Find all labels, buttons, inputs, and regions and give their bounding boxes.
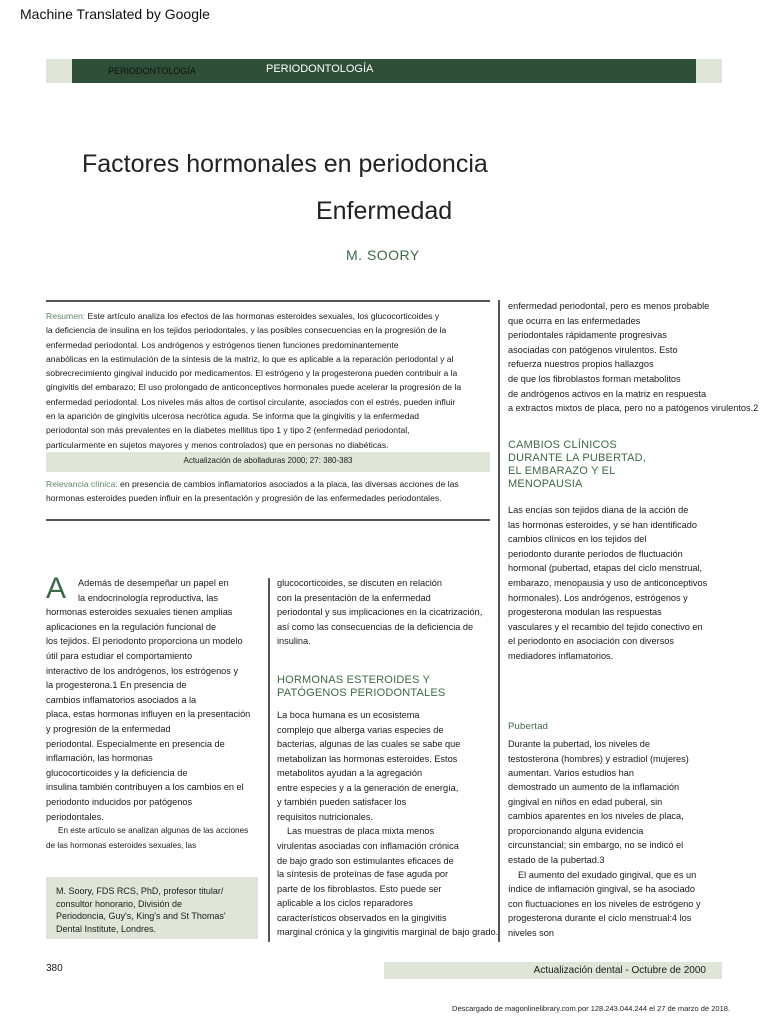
- abstract-line: enfermedad periodontal. Los andrógenos y estrógenos tienen funciones predominantemente: [46, 339, 399, 350]
- body-line: y también pueden satisfacer los: [277, 797, 407, 808]
- abstract-line: Este artículo analiza los efectos de las hormonas esteroides sexuales, los glucocorticoides y: [85, 311, 440, 321]
- section-heading-steroid-hormones: [277, 674, 445, 700]
- affiliation-line: Periodoncia, Guy's, King's and St Thomas': [56, 911, 226, 921]
- body-line: vasculares y el recambio del tejido conectivo en: [508, 621, 703, 632]
- body-line: marginal crónica y la gingivitis marginal de bajo grado.: [277, 927, 499, 938]
- body-line: los tejidos. El periodonto proporciona un modelo: [46, 636, 243, 647]
- body-line: glucocorticoides y la deficiencia de: [46, 767, 188, 778]
- body-line: mediadores inflamatorios.: [508, 650, 614, 661]
- body-line: la progesterona.1 En presencia de: [46, 680, 187, 691]
- body-line: progesterona durante el ciclo menstrual:4 los: [508, 913, 692, 923]
- body-line: el periodonto en asociación con diversos: [508, 636, 674, 647]
- abstract-label: Resumen:: [46, 311, 86, 321]
- column-rule-1: [268, 578, 270, 942]
- body-line: circunstancial; sin embargo, no se indicó el: [508, 840, 684, 851]
- body-line: Las muestras de placa mixta menos: [287, 826, 435, 837]
- body-line: hormonales). Los andrógenos, estrógenos y: [508, 592, 688, 603]
- clinical-relevance: [46, 477, 459, 506]
- body-line: periodontal. Especialmente en presencia de: [46, 738, 225, 749]
- body-line: cambios inflamatorios asociados a la: [46, 694, 197, 705]
- body-line: índice de inflamación gingival, se ha asociado: [508, 884, 695, 895]
- body-line: aplicaciones en la regulación funcional de: [46, 621, 217, 632]
- body-line: gingival en niños en edad puberal, sin: [508, 796, 663, 807]
- column-2-text-b: [277, 766, 459, 868]
- column-1-text: [46, 572, 251, 853]
- body-line: entre especies y a la generación de energía,: [277, 782, 459, 793]
- column-2-text-top: [277, 576, 482, 649]
- body-line: estado de la pubertad.3: [508, 854, 605, 865]
- abstract-line: en la aparición de gingivitis ulcerosa necrótica aguda. Se informa que la gingivitis y la enfermedad: [46, 411, 420, 422]
- body-line: así como las consecuencias de la deficiencia de: [277, 621, 474, 632]
- header-left-label: PERIODONTOLOGÍA: [108, 66, 196, 76]
- body-line: hormonal (pubertad, etapas del ciclo menstrual,: [508, 563, 703, 574]
- body-line: periodontal y sus implicaciones en la cicatrización,: [277, 607, 483, 618]
- page-number: 380: [46, 963, 63, 974]
- affiliation-line: Dental Institute, Londres.: [56, 923, 157, 934]
- body-line: de las hormonas esteroides sexuales, las: [46, 840, 197, 850]
- body-line: aumentan. Varios estudios han: [508, 768, 634, 779]
- body-line: testosterona (hombres) y estradiol (mujeres): [508, 753, 689, 764]
- body-line: y progresión de la enfermedad: [46, 723, 171, 734]
- body-line: embarazo, menopausia y uso de anticonceptivos: [508, 577, 708, 588]
- abstract-line: particularmente en sujetos mayores y menos controlados) que en personas no diabéticas.: [46, 439, 389, 450]
- body-line: proporcionando alguna evidencia: [508, 825, 644, 836]
- body-line: que ocurra en las enfermedades: [508, 315, 641, 326]
- body-line: Además de desempeñar un papel en: [78, 578, 229, 588]
- column-3-text-b: [508, 780, 701, 911]
- column-3-text-a: [508, 737, 689, 781]
- machine-translated-watermark: Machine Translated by Google: [20, 6, 210, 22]
- article-title-line-2: Enfermedad: [316, 197, 453, 225]
- affiliation-line: consultor honorario, División de: [56, 898, 183, 909]
- abstract-bottom-rule: [46, 519, 490, 521]
- body-line: demostrado un aumento de la inflamación: [508, 782, 680, 792]
- body-line: útil para estudiar el comportamiento: [46, 650, 193, 661]
- abstract-line: gingivitis del embarazo; El uso prolongado de anticonceptivos hormonales puede acelerar la progresión de la: [46, 382, 462, 393]
- body-line: refuerza nuestros propios hallazgos: [508, 359, 654, 370]
- relevance-label: Relevancia clínica:: [46, 479, 118, 489]
- column-3-text-mid: [508, 503, 707, 664]
- abstract: [46, 309, 461, 452]
- heading-line: HORMONAS ESTEROIDES Y: [277, 674, 431, 686]
- body-line: de que los fibroblastos forman metabolitos: [508, 373, 681, 384]
- header-center-label: PERIODONTOLOGÍA: [266, 63, 374, 75]
- body-line: glucocorticoides, se discuten en relación: [277, 578, 442, 588]
- body-line: aplicable a los ciclos reparadores: [277, 898, 413, 909]
- relevance-line: en presencia de cambios inflamatorios asociados a la placa, las diversas acciones de las: [117, 479, 459, 489]
- download-notice: Descargado de magonlinelibrary.com por 128.243.044.244 el 27 de marzo de 2018.: [452, 1004, 730, 1013]
- body-line: de bajo grado son estimulantes eficaces de: [277, 855, 454, 866]
- body-line: con la presentación de la enfermedad: [277, 592, 431, 603]
- body-line: de andrógenos activos en la matriz en respuesta: [508, 388, 707, 399]
- abstract-line: periodontal son más prevalentes en la diabetes mellitus tipo 1 y tipo 2 (enfermedad periodontal,: [46, 425, 410, 436]
- affiliation-line: M. Soory, FDS RCS, PhD, profesor titular/: [56, 886, 224, 896]
- heading-line: DURANTE LA PUBERTAD,: [508, 452, 647, 464]
- body-line: insulina.: [277, 636, 311, 647]
- body-line: periodontales rápidamente progresivas: [508, 330, 667, 341]
- body-line: periodontales.: [46, 811, 104, 822]
- column-3-text-c: [508, 911, 691, 940]
- body-line: hormonas esteroides sexuales tienen amplias: [46, 607, 233, 618]
- body-line: con fluctuaciones en los niveles de estrógeno y: [508, 898, 701, 909]
- body-line: la endocrinología reproductiva, las: [78, 592, 218, 603]
- body-line: En este artículo se analizan algunas de las acciones: [58, 826, 249, 836]
- body-line: Las encías son tejidos diana de la acción de: [508, 505, 689, 515]
- body-line: virulentas asociadas con inflamación crónica: [277, 840, 459, 851]
- body-line: periodonto inducidos por patógenos: [46, 796, 193, 807]
- column-rule-2: [498, 300, 500, 942]
- body-line: El aumento del exudado gingival, que es un: [518, 869, 697, 880]
- drop-cap: A: [46, 572, 67, 605]
- body-line: bacterias, algunas de las cuales se sabe que: [277, 739, 461, 750]
- citation-text: Actualización de abolladuras 2000; 27: 380-383: [183, 456, 353, 465]
- abstract-line: la deficiencia de insulina en los tejidos periodontales, y las posibles consecuencias en la progresión de la: [46, 325, 447, 336]
- heading-line: PATÓGENOS PERIODONTALES: [277, 687, 446, 699]
- body-line: niveles son: [508, 927, 554, 938]
- body-line: Durante la pubertad, los niveles de: [508, 739, 650, 749]
- body-line: complejo que alberga varias especies de: [277, 724, 444, 735]
- subheading-pubertad: Pubertad: [508, 721, 549, 732]
- body-line: característicos observados en la gingivitis: [277, 912, 447, 923]
- body-line: periodonto durante períodos de fluctuación: [508, 548, 683, 559]
- section-heading-clinical-changes: [508, 439, 646, 491]
- body-line: cambios clínicos en los tejidos del: [508, 534, 647, 545]
- journal-footer: Actualización dental - Octubre de 2000: [533, 965, 706, 976]
- body-line: placa, estas hormonas influyen en la presentación: [46, 709, 251, 720]
- heading-line: EL EMBARAZO Y EL: [508, 465, 616, 477]
- abstract-line: anabólicas en la estimulación de la síntesis de la matriz, lo que es aplicable a la reparación periodontal y al: [46, 353, 454, 364]
- body-line: inflamación, las hormonas: [46, 753, 153, 764]
- column-2-text-c: [277, 867, 498, 940]
- body-line: progesterona modulan las respuestas: [508, 607, 662, 618]
- heading-line: CAMBIOS CLÍNICOS: [508, 439, 617, 451]
- body-line: metabolitos ayudan a la agregación: [277, 768, 423, 778]
- abstract-line: enfermedad periodontal. Los niveles más altos de cortisol circulante, asociados con el estrés, pueden influir: [46, 396, 456, 407]
- body-line: metabolizan las hormonas esteroides. Estos: [277, 753, 458, 764]
- heading-line: MENOPAUSIA: [508, 478, 583, 490]
- body-line: requisitos nutricionales.: [277, 811, 374, 822]
- abstract-top-rule: [46, 300, 490, 302]
- column-3-text-top: [508, 299, 758, 416]
- body-line: la síntesis de proteínas de fase aguda por: [277, 869, 449, 879]
- body-line: cambios aparentes en los niveles de placa,: [508, 811, 684, 822]
- article-title-line-1: Factores hormonales en periodoncia: [82, 150, 488, 178]
- body-line: asociadas con patógenos virulentos. Esto: [508, 344, 678, 355]
- body-line: insulina también contribuyen a los cambios en el: [46, 782, 244, 793]
- body-line: La boca humana es un ecosistema: [277, 710, 420, 720]
- abstract-line: sobrecrecimiento gingival inducido por medicamentos. El estrógeno y la progesterona pueden contribuir a la: [46, 368, 458, 379]
- article-author: M. SOORY: [346, 247, 420, 263]
- body-line: a extractos mixtos de placa, pero no a patógenos virulentos.2: [508, 403, 759, 414]
- body-line: las hormonas esteroides, y se han identificado: [508, 519, 697, 530]
- author-affiliation-box: [46, 877, 258, 939]
- relevance-line: hormonas esteroides pueden influir en la presentación y progresión de las enfermedades periodontales.: [46, 493, 442, 504]
- body-line: parte de los fibroblastos. Esto puede ser: [277, 883, 442, 894]
- body-line: enfermedad periodontal, pero es menos probable: [508, 301, 710, 311]
- body-line: interactivo de los andrógenos, los estrógenos y: [46, 665, 239, 676]
- column-2-text-a: [277, 708, 460, 766]
